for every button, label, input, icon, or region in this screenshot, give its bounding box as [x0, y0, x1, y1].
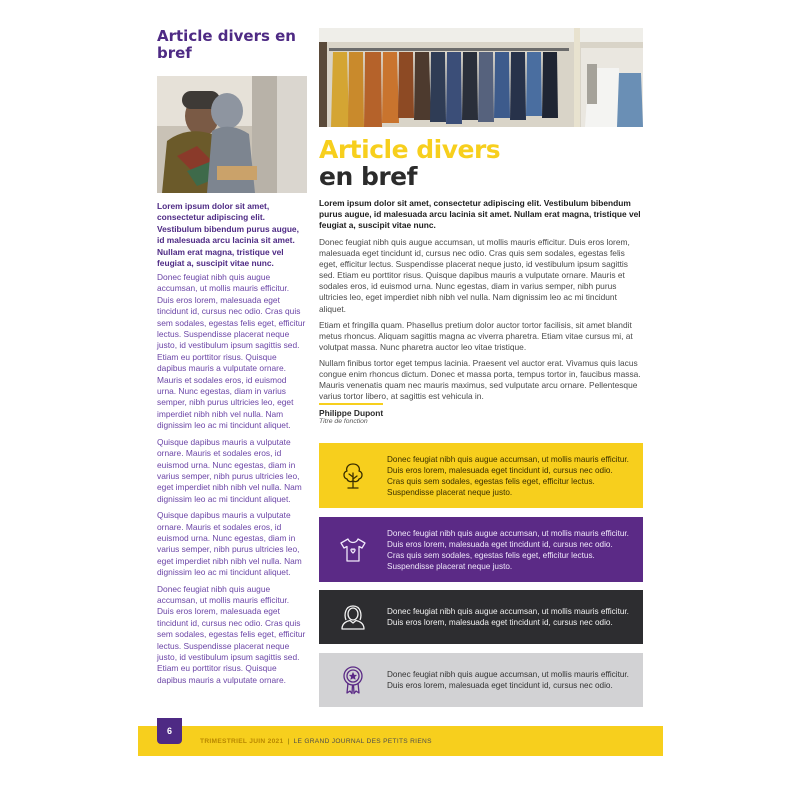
footer-publication: LE GRAND JOURNAL DES PETITS RIENS: [293, 738, 432, 745]
author-name: Philippe Dupont: [319, 408, 384, 418]
sidebar-paragraph: Quisque dapibus mauris a vulputate ornare. Mauris et sodales eros, id euismod urna. Nunc egestas, diam in varius semper, nibh purus ultricies leo, eget imperdiet nibh nibh vel nulla. Nam dignissim leo ac mi tincidunt aliquet.: [157, 510, 302, 578]
person-icon: [319, 603, 387, 631]
sidebar-paragraph: Quisque dapibus mauris a vulputate ornare. Mauris et sodales eros, id euismod urna. Nunc egestas, diam in varius semper, nibh purus ultricies leo, eget imperdiet nibh nibh vel nulla. Nam dignissim leo ac mi tincidunt aliquet.: [157, 436, 302, 504]
sidebar-photo: [157, 76, 307, 193]
info-box-purple: [319, 517, 643, 582]
tshirt-icon: [319, 537, 387, 563]
sidebar-paragraph: Donec feugiat nibh quis augue accumsan, ut mollis mauris efficitur. Duis eros lorem, malesuada eget tincidunt id, cursus nec odio. Cras quis sem sodales, egestas felis eget, efficitur lectus. Suspendisse placerat neque justo, id vestibulum ipsum sagittis sed. Etiam eu porttitor risus. Quisque dapibus mauris a vulputate ornare. Mauris et sodales eros, id euismod urna. Nunc egestas, diam in varius semper, nibh purus ultricies leo, eget imperdiet nibh nibh vel nulla. Nam dignissim leo ac mi tincidunt aliquet.: [157, 272, 306, 431]
article-body: [319, 237, 643, 407]
author-role: Titre de fonction: [319, 418, 368, 425]
sidebar-body: [157, 272, 307, 691]
info-box-text: Donec feugiat nibh quis augue accumsan, ut mollis mauris efficitur. Duis eros lorem, malesuada eget tincidunt id, cursus nec odio.: [387, 607, 629, 627]
info-box-text: Donec feugiat nibh quis augue accumsan, ut mollis mauris efficitur. Duis eros lorem, malesuada eget tincidunt id, cursus nec odio. Cras quis sem sodales, egestas felis eget, efficitur lectus. Suspendisse placerat neque justo.: [387, 454, 629, 497]
info-box-yellow: [319, 443, 643, 508]
sidebar-title: Article divers en bref: [157, 27, 296, 62]
signature-rule: [319, 403, 383, 405]
sidebar-paragraph: Donec feugiat nibh quis augue accumsan, ut mollis mauris efficitur. Duis eros lorem, malesuada eget tincidunt id, cursus nec odio. Cras quis sem sodales, egestas felis eget, efficitur lectus. Suspendisse placerat neque justo, id vestibulum ipsum sagittis sed. Etiam eu porttitor risus. Quisque dapibus mauris a vulputate ornare.: [157, 583, 306, 685]
award-ribbon-icon: [319, 665, 387, 695]
info-box-text: Donec feugiat nibh quis augue accumsan, ut mollis mauris efficitur. Duis eros lorem, malesuada eget tincidunt id, cursus nec odio. Cras quis sem sodales, egestas felis eget, efficitur lectus. Suspendisse placerat neque justo.: [387, 528, 629, 571]
article-lead: Lorem ipsum dolor sit amet, consectetur adipiscing elit. Vestibulum bibendum purus augue, id malesuada arcu lacinia sit amet. Nullam erat magna, tristique vel feugiat a, suscipit vitae nunc.: [319, 198, 641, 231]
footer-text: [200, 738, 432, 745]
article-title-line1: Article divers: [319, 135, 501, 164]
page-number: 6: [157, 718, 182, 744]
article-title: [319, 136, 500, 190]
article-title-line2: en bref: [319, 162, 418, 191]
footer-separator: |: [287, 738, 290, 745]
article-paragraph: Etiam et fringilla quam. Phasellus pretium dolor auctor tortor facilisis, sit amet blandit metus rhoncus. Aliquam sagittis magna ac viverra pharetra. Etiam vitae cursus mi, at volutpat massa. Nunc pharetra auctor leo vitae tristique.: [319, 319, 633, 352]
article-paragraph: Donec feugiat nibh quis augue accumsan, ut mollis mauris efficitur. Duis eros lorem, malesuada eget tincidunt id, cursus nec odio. Cras quis sem sodales, egestas felis eget, efficitur lectus. Suspendisse placerat neque justo, id vestibulum ipsum sagittis sed. Etiam eu porttitor risus. Quisque dapibus mauris a vulputate ornare. Mauris et sodales eros, id euismod urna. Nunc egestas, diam in varius semper, nibh purus ultricies leo, eget imperdiet nibh nibh vel nulla. Nam dignissim leo ac mi tincidunt aliquet.: [319, 237, 630, 314]
footer-issue: TRIMESTRIEL JUIN 2021: [200, 738, 284, 745]
info-box-gray: [319, 653, 643, 707]
tree-icon: [319, 462, 387, 490]
hero-photo: [319, 28, 643, 127]
article-paragraph: Nullam finibus tortor eget tempus lacinia. Praesent vel auctor erat. Vivamus quis lacus congue enim rhoncus dictum. Donec et massa porta, tempus tortor in, faucibus massa. Mauris venenatis quam nec mauris maximus, sed vulputate arcu ornare. Pellentesque varius tortor libero, at sagittis est vehicula in.: [319, 357, 641, 402]
info-box-dark: [319, 590, 643, 644]
sidebar-lead: Lorem ipsum dolor sit amet, consectetur adipiscing elit. Vestibulum bibendum purus augue, id malesuada arcu lacinia sit amet. Nullam erat magna, tristique vel feugiat a, suscipit vitae nunc.: [157, 201, 299, 269]
info-box-text: Donec feugiat nibh quis augue accumsan, ut mollis mauris efficitur. Duis eros lorem, malesuada eget tincidunt id, cursus nec odio.: [387, 670, 629, 690]
